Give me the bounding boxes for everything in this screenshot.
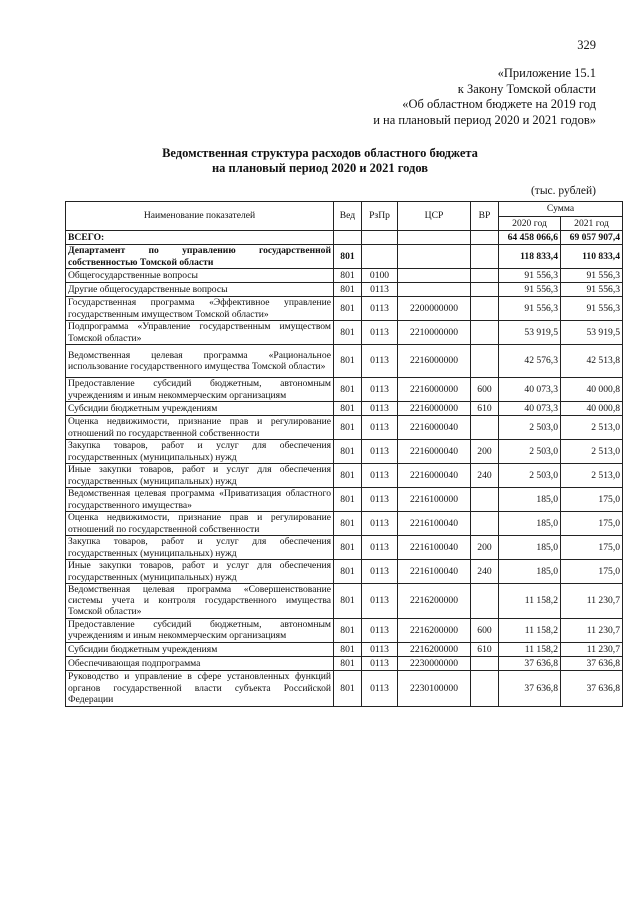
cell-2021: 2 513,0 [561, 440, 623, 464]
cell-name: Другие общегосударственные вопросы [66, 283, 334, 297]
cell-2021: 2 513,0 [561, 464, 623, 488]
cell-2020: 11 158,2 [499, 584, 561, 619]
cell-2021: 37 636,8 [561, 670, 623, 706]
appendix-header [373, 66, 596, 128]
cell-vr [471, 345, 499, 378]
cell-ved: 801 [334, 560, 362, 584]
cell-2021: 11 230,7 [561, 642, 623, 656]
cell-2021: 37 636,8 [561, 656, 623, 670]
cell-ved: 801 [334, 464, 362, 488]
table-row [66, 670, 623, 706]
cell-name: Общегосударственные вопросы [66, 269, 334, 283]
cell-2021: 69 057 907,4 [561, 231, 623, 245]
document-title [0, 146, 640, 176]
cell-2021: 175,0 [561, 488, 623, 512]
cell-2020: 40 073,3 [499, 378, 561, 402]
cell-2020: 42 576,3 [499, 345, 561, 378]
cell-2020: 11 158,2 [499, 618, 561, 642]
cell-csr: 2216100040 [398, 512, 471, 536]
cell-name: Закупка товаров, работ и услуг для обеспечения государственных (муниципальных) нужд [66, 440, 334, 464]
cell-ved [334, 231, 362, 245]
cell-2020: 91 556,3 [499, 269, 561, 283]
cell-rzpr: 0113 [362, 297, 398, 321]
cell-rzpr: 0113 [362, 512, 398, 536]
cell-csr: 2230100000 [398, 670, 471, 706]
cell-rzpr: 0113 [362, 464, 398, 488]
cell-rzpr: 0113 [362, 345, 398, 378]
cell-vr [471, 584, 499, 619]
cell-csr [398, 231, 471, 245]
cell-name: Субсидии бюджетным учреждениям [66, 642, 334, 656]
cell-csr: 2210000000 [398, 321, 471, 345]
cell-vr [471, 656, 499, 670]
cell-rzpr: 0113 [362, 321, 398, 345]
appendix-line: «Об областном бюджете на 2019 год [402, 97, 596, 111]
cell-2021: 110 833,4 [561, 245, 623, 269]
cell-vr: 200 [471, 536, 499, 560]
cell-rzpr: 0113 [362, 560, 398, 584]
cell-csr: 2216000040 [398, 440, 471, 464]
cell-csr [398, 269, 471, 283]
cell-2020: 185,0 [499, 488, 561, 512]
cell-2020: 2 503,0 [499, 440, 561, 464]
cell-2020: 91 556,3 [499, 283, 561, 297]
cell-2020: 2 503,0 [499, 464, 561, 488]
cell-name: Руководство и управление в сфере установленных функций органов государственной власти субъекта Российской Федерации [66, 670, 334, 706]
cell-2020: 53 919,5 [499, 321, 561, 345]
cell-rzpr: 0113 [362, 618, 398, 642]
table-row [66, 642, 623, 656]
cell-rzpr: 0113 [362, 642, 398, 656]
cell-2021: 91 556,3 [561, 283, 623, 297]
cell-rzpr: 0113 [362, 584, 398, 619]
cell-ved: 801 [334, 440, 362, 464]
table-row [66, 464, 623, 488]
cell-name: ВСЕГО: [66, 231, 334, 245]
table-row [66, 297, 623, 321]
cell-name: Ведомственная целевая программа «Приватизация областного государственного имущества» [66, 488, 334, 512]
table-row [66, 560, 623, 584]
cell-rzpr [362, 231, 398, 245]
table-row [66, 345, 623, 378]
appendix-line: к Закону Томской области [457, 81, 596, 96]
cell-2020: 37 636,8 [499, 670, 561, 706]
header-name: Наименование показателей [66, 202, 334, 231]
appendix-line: «Приложение 15.1 [497, 66, 596, 80]
table-row [66, 321, 623, 345]
cell-name: Подпрограмма «Управление государственным имуществом Томской области» [66, 321, 334, 345]
cell-vr [471, 488, 499, 512]
cell-rzpr: 0113 [362, 378, 398, 402]
title-line: Ведомственная структура расходов областного бюджета [162, 146, 478, 160]
cell-rzpr: 0113 [362, 402, 398, 416]
cell-vr [471, 245, 499, 269]
cell-vr [471, 283, 499, 297]
cell-rzpr: 0113 [362, 283, 398, 297]
cell-name: Обеспечивающая подпрограмма [66, 656, 334, 670]
cell-2021: 11 230,7 [561, 584, 623, 619]
cell-name: Закупка товаров, работ и услуг для обеспечения государственных (муниципальных) нужд [66, 536, 334, 560]
cell-2021: 175,0 [561, 512, 623, 536]
cell-ved: 801 [334, 283, 362, 297]
cell-rzpr: 0100 [362, 269, 398, 283]
header-2021: 2021 год [561, 217, 623, 231]
cell-name: Государственная программа «Эффективное управление государственным имуществом Томской области» [66, 297, 334, 321]
appendix-line: и на плановый период 2020 и 2021 годов» [373, 112, 596, 127]
cell-vr [471, 297, 499, 321]
cell-name: Иные закупки товаров, работ и услуг для обеспечения государственных (муниципальных) нужд [66, 464, 334, 488]
cell-rzpr: 0113 [362, 488, 398, 512]
cell-rzpr [362, 245, 398, 269]
table-body [66, 231, 623, 707]
page-number: 329 [577, 38, 596, 52]
cell-2020: 185,0 [499, 560, 561, 584]
cell-name: Ведомственная целевая программа «Совершенствование системы учета и контроля государственного имущества Томской области» [66, 584, 334, 619]
cell-vr [471, 512, 499, 536]
cell-rzpr: 0113 [362, 440, 398, 464]
cell-csr: 2216100000 [398, 488, 471, 512]
cell-rzpr: 0113 [362, 536, 398, 560]
cell-name: Департамент по управлению государственной собственностью Томской области [66, 245, 334, 269]
cell-2021: 175,0 [561, 560, 623, 584]
cell-csr: 2216200000 [398, 618, 471, 642]
table-row [66, 512, 623, 536]
header-rzpr: РзПр [362, 202, 398, 231]
cell-2021: 40 000,8 [561, 378, 623, 402]
cell-ved: 801 [334, 536, 362, 560]
cell-vr: 240 [471, 464, 499, 488]
cell-2020: 91 556,3 [499, 297, 561, 321]
cell-name: Оценка недвижимости, признание прав и регулирование отношений по государственной собственности [66, 512, 334, 536]
cell-2021: 91 556,3 [561, 269, 623, 283]
cell-csr: 2200000000 [398, 297, 471, 321]
table-row [66, 283, 623, 297]
header-csr: ЦСР [398, 202, 471, 231]
cell-csr: 2216100040 [398, 536, 471, 560]
cell-csr: 2216000040 [398, 464, 471, 488]
cell-2020: 11 158,2 [499, 642, 561, 656]
cell-ved: 801 [334, 321, 362, 345]
cell-csr: 2216200000 [398, 642, 471, 656]
cell-2020: 185,0 [499, 512, 561, 536]
cell-ved: 801 [334, 416, 362, 440]
cell-vr: 610 [471, 402, 499, 416]
cell-name: Ведомственная целевая программа «Рациональное использование государственного имущества Томской области» [66, 345, 334, 378]
cell-2021: 175,0 [561, 536, 623, 560]
cell-ved: 801 [334, 245, 362, 269]
cell-rzpr: 0113 [362, 670, 398, 706]
table-row [66, 416, 623, 440]
header-ved: Вед [334, 202, 362, 231]
cell-name: Иные закупки товаров, работ и услуг для обеспечения государственных (муниципальных) нужд [66, 560, 334, 584]
cell-vr: 610 [471, 642, 499, 656]
cell-name: Субсидии бюджетным учреждениям [66, 402, 334, 416]
cell-ved: 801 [334, 584, 362, 619]
cell-csr [398, 245, 471, 269]
cell-csr: 2216000000 [398, 345, 471, 378]
cell-csr: 2216200000 [398, 584, 471, 619]
cell-rzpr: 0113 [362, 656, 398, 670]
table-row [66, 378, 623, 402]
table-row [66, 440, 623, 464]
cell-ved: 801 [334, 642, 362, 656]
cell-vr [471, 231, 499, 245]
cell-name: Предоставление субсидий бюджетным, автономным учреждениям и иным некоммерческим организациям [66, 618, 334, 642]
table-row [66, 618, 623, 642]
units-label: (тыс. рублей) [530, 185, 596, 197]
cell-name: Оценка недвижимости, признание прав и регулирование отношений по государственной собственности [66, 416, 334, 440]
cell-csr: 2216100040 [398, 560, 471, 584]
cell-ved: 801 [334, 269, 362, 283]
cell-2021: 40 000,8 [561, 402, 623, 416]
cell-ved: 801 [334, 488, 362, 512]
cell-ved: 801 [334, 656, 362, 670]
cell-2021: 91 556,3 [561, 297, 623, 321]
cell-csr: 2216000000 [398, 402, 471, 416]
cell-vr: 600 [471, 618, 499, 642]
cell-csr: 2216000000 [398, 378, 471, 402]
cell-2021: 42 513,8 [561, 345, 623, 378]
cell-vr: 200 [471, 440, 499, 464]
cell-2020: 185,0 [499, 536, 561, 560]
table-header [66, 202, 623, 231]
cell-csr [398, 283, 471, 297]
table-row [66, 245, 623, 269]
table-row [66, 584, 623, 619]
cell-2020: 2 503,0 [499, 416, 561, 440]
cell-ved: 801 [334, 345, 362, 378]
table-row [66, 488, 623, 512]
cell-rzpr: 0113 [362, 416, 398, 440]
cell-2020: 118 833,4 [499, 245, 561, 269]
table-row [66, 402, 623, 416]
cell-ved: 801 [334, 512, 362, 536]
cell-ved: 801 [334, 618, 362, 642]
cell-csr: 2230000000 [398, 656, 471, 670]
cell-2020: 64 458 066,6 [499, 231, 561, 245]
header-vr: ВР [471, 202, 499, 231]
cell-csr: 2216000040 [398, 416, 471, 440]
header-2020: 2020 год [499, 217, 561, 231]
table-row [66, 656, 623, 670]
cell-vr: 600 [471, 378, 499, 402]
title-line: на плановый период 2020 и 2021 годов [211, 161, 429, 175]
cell-name: Предоставление субсидий бюджетным, автономным учреждениям и иным некоммерческим организациям [66, 378, 334, 402]
cell-2021: 2 513,0 [561, 416, 623, 440]
header-sum: Сумма [499, 202, 623, 217]
table-row [66, 269, 623, 283]
cell-2021: 11 230,7 [561, 618, 623, 642]
budget-table [65, 201, 623, 707]
table-row [66, 536, 623, 560]
cell-vr [471, 416, 499, 440]
cell-ved: 801 [334, 402, 362, 416]
cell-vr [471, 321, 499, 345]
table-row [66, 231, 623, 245]
cell-ved: 801 [334, 378, 362, 402]
cell-vr: 240 [471, 560, 499, 584]
cell-ved: 801 [334, 670, 362, 706]
cell-ved: 801 [334, 297, 362, 321]
cell-2020: 40 073,3 [499, 402, 561, 416]
cell-2020: 37 636,8 [499, 656, 561, 670]
cell-vr [471, 670, 499, 706]
cell-2021: 53 919,5 [561, 321, 623, 345]
cell-vr [471, 269, 499, 283]
